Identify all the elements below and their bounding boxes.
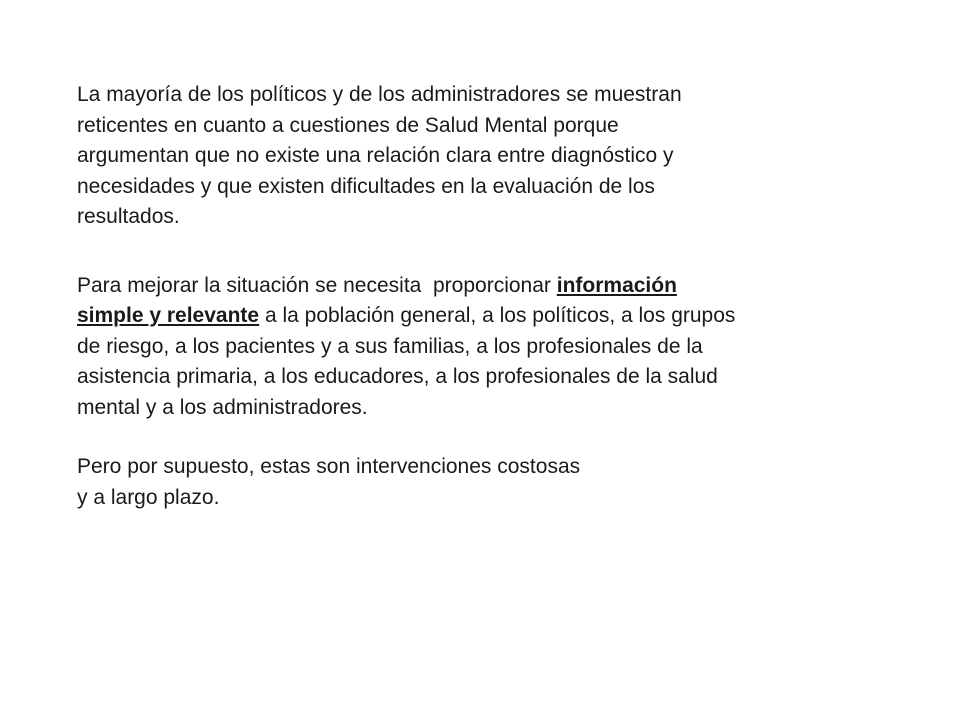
paragraph-line: resultados. bbox=[77, 205, 180, 228]
paragraph-line: a la población general, a los políticos, a los grupos bbox=[259, 304, 736, 327]
paragraph-line: La mayoría de los políticos y de los administradores se muestran bbox=[77, 83, 682, 106]
paragraph-line: y a largo plazo. bbox=[77, 485, 220, 509]
paragraph-line: argumentan que no existe una relación clara entre diagnóstico y bbox=[77, 144, 674, 167]
paragraph-line: mental y a los administradores. bbox=[77, 395, 368, 419]
paragraph-line: reticentes en cuanto a cuestiones de Salud Mental porque bbox=[77, 113, 619, 137]
slide-body bbox=[77, 80, 857, 513]
paragraph-politicians bbox=[77, 80, 857, 233]
emphasis-simple-relevant: simple y relevante bbox=[77, 304, 260, 327]
paragraph-improvement bbox=[77, 271, 857, 424]
paragraph-line: de riesgo, a los pacientes y a sus familias, a los profesionales de la bbox=[77, 334, 703, 358]
paragraph-line: necesidades y que existen dificultades en la evaluación de los bbox=[77, 174, 655, 198]
paragraph-line: Para mejorar la situación se necesita proporcionar bbox=[77, 273, 557, 297]
paragraph-line: Pero por supuesto, estas son intervenciones costosas bbox=[77, 455, 581, 478]
emphasis-information: información bbox=[556, 273, 677, 297]
paragraph-line: asistencia primaria, a los educadores, a los profesionales de la salud bbox=[77, 365, 718, 388]
paragraph-cost bbox=[77, 452, 857, 513]
